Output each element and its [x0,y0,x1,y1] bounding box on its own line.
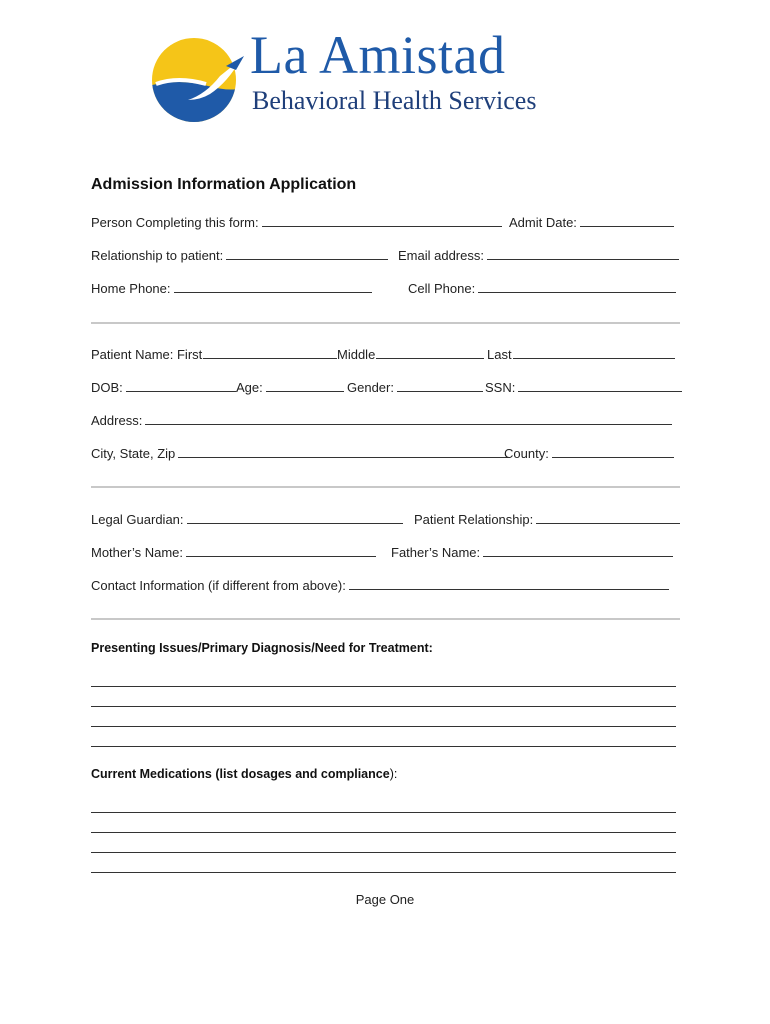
last-label: Last [487,347,512,362]
address-line[interactable] [145,411,672,425]
dob-line[interactable] [126,378,236,392]
contact-info-line[interactable] [349,576,669,590]
gender-line[interactable] [397,378,483,392]
row-parents [91,543,681,561]
legal-guardian-line[interactable] [187,510,403,524]
age-label: Age: [236,380,263,395]
middle-name-field[interactable] [337,345,484,362]
row-contact [91,576,681,594]
email-field[interactable] [398,246,679,263]
presenting-issues-line-2[interactable] [91,706,676,707]
email-label: Email address: [398,248,484,263]
contact-info-label: Contact Information (if different from above): [91,578,346,593]
admit-date-line[interactable] [580,213,674,227]
medications-line-4[interactable] [91,872,676,873]
patient-relationship-line[interactable] [536,510,680,524]
mothers-name-field[interactable] [91,543,376,560]
patient-relationship-label: Patient Relationship: [414,512,534,527]
home-phone-field[interactable] [91,279,372,296]
presenting-issues-line-3[interactable] [91,726,676,727]
home-phone-line[interactable] [174,279,372,293]
row-dob [91,378,681,396]
home-phone-label: Home Phone: [91,281,171,296]
row-phones [91,279,681,297]
presenting-issues-line-4[interactable] [91,746,676,747]
sun-bird-emblem-icon [148,34,248,124]
medications-heading-bold: Current Medications (list dosages and compliance [91,767,390,781]
ssn-line[interactable] [518,378,682,392]
fathers-name-field[interactable] [391,543,673,560]
admit-date-label: Admit Date: [509,215,577,230]
patient-relationship-field[interactable] [414,510,680,527]
email-line[interactable] [487,246,679,260]
first-name-line[interactable] [203,345,337,359]
age-line[interactable] [266,378,344,392]
admit-date-field[interactable] [509,213,674,230]
county-label: County: [504,446,549,461]
fathers-name-line[interactable] [483,543,673,557]
row-patient-name [91,345,681,363]
city-state-zip-line[interactable] [178,444,508,458]
fathers-name-label: Father’s Name: [391,545,481,560]
gender-field[interactable] [347,378,483,395]
cell-phone-field[interactable] [408,279,676,296]
age-field[interactable] [236,378,344,395]
ssn-label: SSN: [485,380,516,395]
row-person-completing [91,213,681,231]
relationship-field[interactable] [91,246,388,263]
medications-line-1[interactable] [91,812,676,813]
row-address [91,411,681,429]
medications-heading-tail: ): [389,767,398,781]
row-guardian [91,510,681,528]
cell-phone-line[interactable] [478,279,676,293]
legal-guardian-label: Legal Guardian: [91,512,184,527]
section-divider-2 [91,486,680,488]
presenting-issues-heading: Presenting Issues/Primary Diagnosis/Need for Treatment: [91,641,433,655]
address-label: Address: [91,413,143,428]
person-completing-label: Person Completing this form: [91,215,259,230]
section-divider-3 [91,618,680,620]
legal-guardian-field[interactable] [91,510,403,527]
middle-name-line[interactable] [376,345,484,359]
dob-field[interactable] [91,378,236,395]
mothers-name-line[interactable] [186,543,376,557]
form-title: Admission Information Application [91,176,357,193]
patient-first-name-field[interactable] [91,345,337,362]
gender-label: Gender: [347,380,394,395]
row-relationship [91,246,681,264]
last-name-field[interactable] [487,345,675,362]
relationship-label: Relationship to patient: [91,248,224,263]
medications-heading [91,767,397,781]
medications-line-2[interactable] [91,832,676,833]
last-name-line[interactable] [513,345,675,359]
brand-subtitle: Behavioral Health Services [252,86,537,115]
contact-info-field[interactable] [91,576,669,593]
county-line[interactable] [552,444,674,458]
person-completing-line[interactable] [262,213,502,227]
mothers-name-label: Mother’s Name: [91,545,183,560]
county-field[interactable] [504,444,674,461]
dob-label: DOB: [91,380,123,395]
middle-label: Middle [337,347,376,362]
section-divider-1 [91,322,680,324]
city-state-zip-label: City, State, Zip [91,446,176,461]
patient-name-first-label: Patient Name: First [91,347,203,362]
address-field[interactable] [91,411,672,428]
ssn-field[interactable] [485,378,682,395]
relationship-line[interactable] [226,246,388,260]
person-completing-field[interactable] [91,213,502,230]
city-state-zip-field[interactable] [91,444,508,461]
row-city [91,444,681,462]
medications-line-3[interactable] [91,852,676,853]
brand-name: La Amistad [250,25,506,85]
presenting-issues-line-1[interactable] [91,686,676,687]
page-number: Page One [355,892,415,907]
cell-phone-label: Cell Phone: [408,281,476,296]
